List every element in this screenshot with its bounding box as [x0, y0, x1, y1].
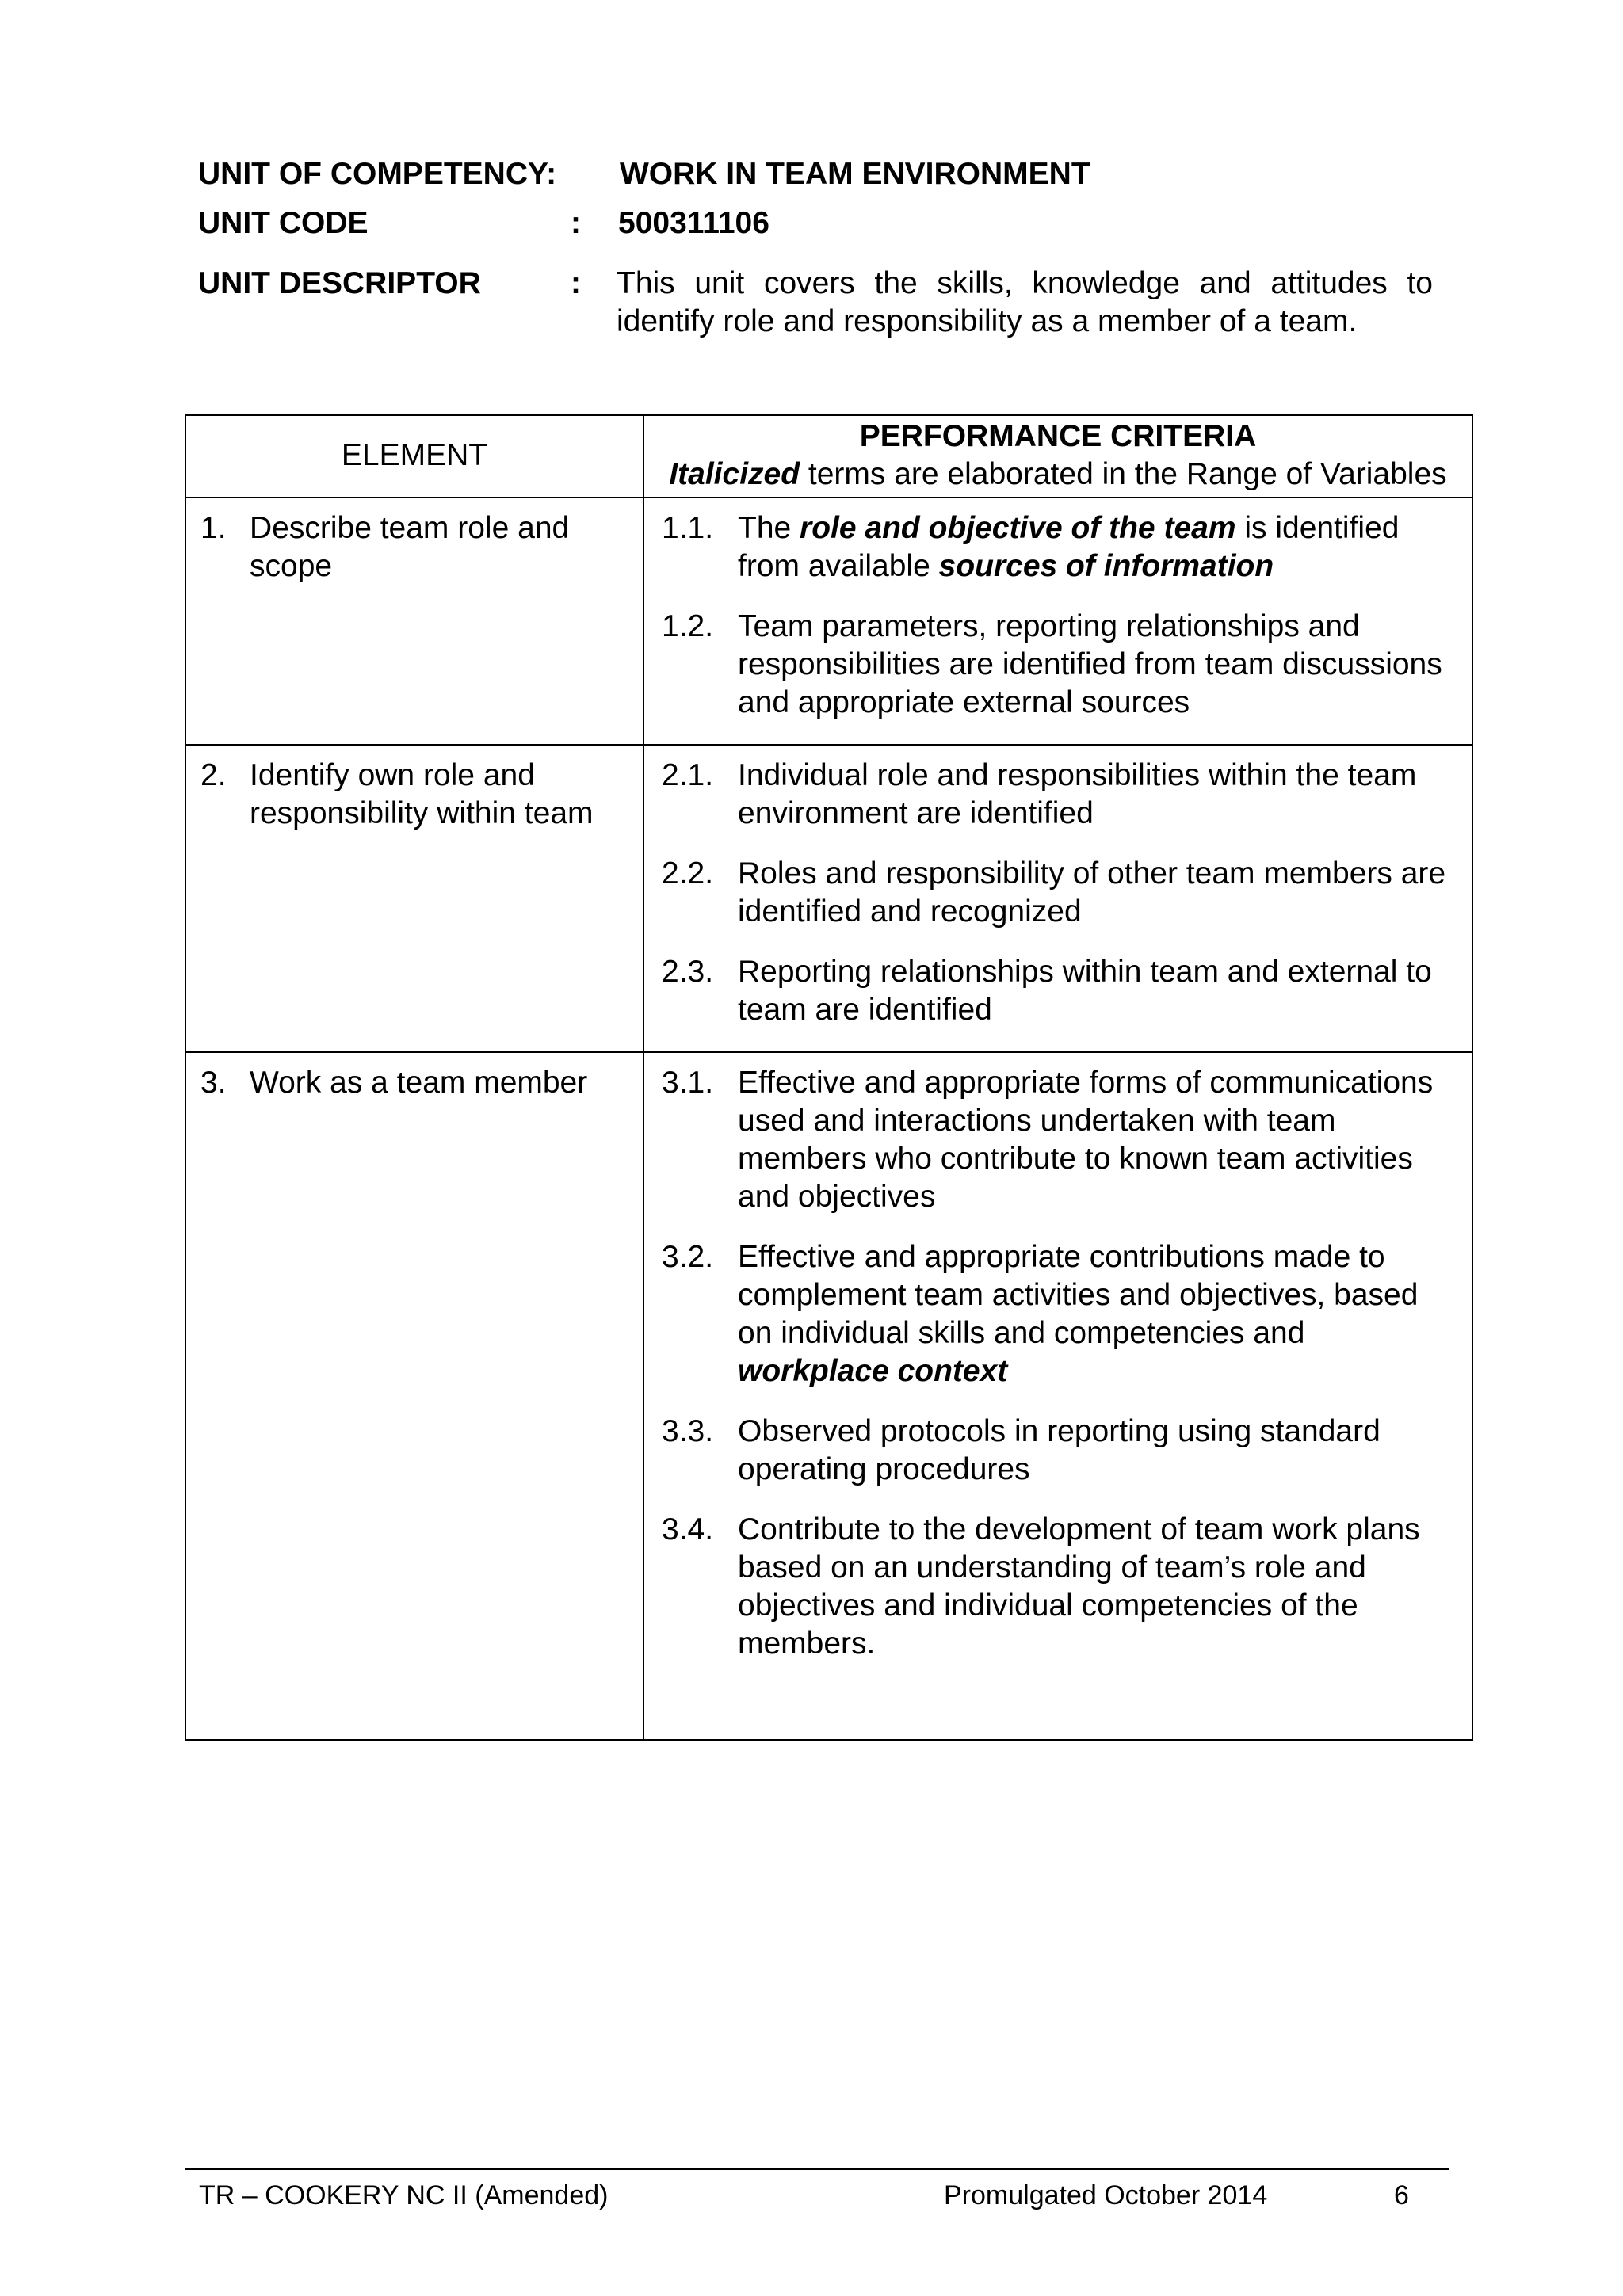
criterion-text-part: Team parameters, reporting relationships and responsibilities are identified from team discussions and appropriate external sources [738, 609, 1442, 719]
element-number: 3. [200, 1066, 227, 1100]
criterion-text [738, 608, 1448, 722]
range-of-variables-term: role and objective of the team [800, 511, 1236, 545]
header-criteria-italic: Italicized [669, 457, 800, 491]
criterion-text-part: Effective and appropriate contributions made to complement team activities and objectives, based on individual skills and competencies and [738, 1240, 1419, 1350]
criterion-text-part: Effective and appropriate forms of communications used and interactions undertaken with team members who contribute to known team activities and objectives [738, 1066, 1434, 1214]
unit-code-row [198, 204, 1434, 265]
criterion-text-part: Reporting relationships within team and external to team are identified [738, 955, 1432, 1027]
criterion-number: 2.2. [662, 856, 714, 891]
criterion-text [738, 1511, 1448, 1663]
unit-descriptor-row [198, 265, 1434, 341]
table-row [185, 498, 1472, 745]
footer-document-title: TR – COOKERY NC II (Amended) [199, 2180, 609, 2210]
element-item [200, 509, 630, 585]
criterion-text [738, 509, 1448, 585]
unit-competency-row [198, 155, 1434, 204]
criterion-item [662, 953, 1448, 1029]
criterion-text-part: The [738, 511, 800, 545]
criterion-text [738, 855, 1448, 931]
range-of-variables-term: workplace context [738, 1354, 1008, 1388]
table-body [185, 498, 1472, 1740]
criterion-text-part: Roles and responsibility of other team members are identified and recognized [738, 856, 1446, 929]
unit-descriptor-colon: : [571, 266, 581, 300]
criterion-number: 1.1. [662, 511, 714, 545]
criterion-item [662, 1064, 1448, 1216]
element-text: Identify own role and responsibility within team [250, 758, 594, 830]
criterion-text [738, 1238, 1448, 1390]
criterion-text-part: Observed protocols in reporting using standard operating procedures [738, 1414, 1381, 1486]
footer-promulgation-date: Promulgated October 2014 [944, 2180, 1268, 2210]
criterion-text [738, 1064, 1448, 1216]
element-text: Describe team role and scope [250, 511, 570, 583]
header-performance-criteria [643, 415, 1472, 498]
criterion-text-part: Contribute to the development of team work plans based on an understanding of team’s role and objectives and individual competencies of the members. [738, 1512, 1420, 1661]
criterion-item [662, 757, 1448, 833]
unit-competency-value: WORK IN TEAM ENVIRONMENT [620, 157, 1090, 191]
element-number: 1. [200, 511, 227, 545]
table-row [185, 745, 1472, 1052]
criterion-number: 3.2. [662, 1240, 714, 1274]
criteria-cell [643, 1052, 1472, 1740]
element-item [200, 757, 630, 833]
criterion-text-part: Individual role and responsibilities within the team environment are identified [738, 758, 1417, 830]
header-criteria-title: PERFORMANCE CRITERIA [859, 419, 1257, 453]
unit-code-colon: : [571, 206, 581, 240]
unit-descriptor-value: This unit covers the skills, knowledge and attitudes to identify role and responsibility as a member of a team. [617, 266, 1433, 338]
criterion-item [662, 1511, 1448, 1663]
table-header-row [185, 415, 1472, 498]
criterion-item [662, 855, 1448, 931]
unit-descriptor-label: UNIT DESCRIPTOR [198, 266, 481, 300]
unit-code-label: UNIT CODE [198, 206, 369, 240]
unit-header [198, 155, 1434, 341]
criterion-number: 3.4. [662, 1512, 714, 1547]
criterion-item [662, 608, 1448, 722]
table-row [185, 1052, 1472, 1740]
criterion-item [662, 509, 1448, 585]
criterion-text-part: is identified from available [738, 511, 1400, 583]
criterion-number: 3.3. [662, 1414, 714, 1448]
element-item [200, 1064, 630, 1102]
element-cell [185, 498, 643, 745]
performance-criteria-table [185, 414, 1473, 1741]
element-cell [185, 1052, 643, 1740]
range-of-variables-term: sources of information [938, 549, 1274, 583]
criterion-text [738, 1413, 1448, 1489]
criterion-text [738, 953, 1448, 1029]
header-element: ELEMENT [185, 415, 643, 498]
footer-page-number: 6 [1394, 2180, 1409, 2210]
criteria-cell [643, 745, 1472, 1052]
page-footer [185, 2168, 1449, 2210]
criterion-text [738, 757, 1448, 833]
criterion-item [662, 1238, 1448, 1390]
unit-competency-label: UNIT OF COMPETENCY: [198, 157, 557, 191]
criterion-number: 2.3. [662, 955, 714, 989]
element-cell [185, 745, 643, 1052]
header-criteria-rest: terms are elaborated in the Range of Variables [800, 457, 1447, 491]
criterion-item [662, 1413, 1448, 1489]
header-criteria-note [644, 456, 1472, 494]
unit-code-value: 500311106 [618, 206, 769, 240]
criterion-number: 1.2. [662, 609, 714, 643]
element-number: 2. [200, 758, 227, 792]
criterion-number: 2.1. [662, 758, 714, 792]
element-text: Work as a team member [250, 1066, 588, 1100]
criterion-number: 3.1. [662, 1066, 714, 1100]
criteria-cell [643, 498, 1472, 745]
